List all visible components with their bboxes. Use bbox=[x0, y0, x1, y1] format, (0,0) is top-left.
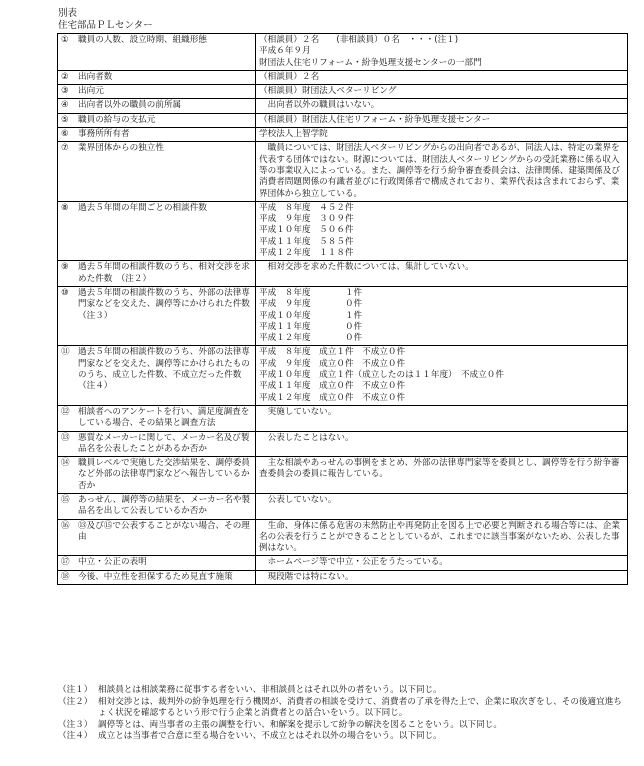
item-number: ④ bbox=[61, 100, 69, 111]
answer-paragraph: 職員については、財団法人ベターリビングからの出向者であるが、同法人は、特定の業界を代表する団体ではない。財源については、財団法人ベターリビングからの受託業務に係る収入等の事業収入によっている。また、調停等を行う紛争審査委員会は、法律関係、建築関係及び消費者問題関係の有識者並びに行政関係者で構成されており、業界代表は含まれておらず、業界団体から独立している。 bbox=[259, 143, 620, 199]
item-number: ⑮ bbox=[61, 494, 70, 505]
answer-line: 平成６年９月 bbox=[259, 46, 311, 57]
question-text: 今後、中立性を担保するため見直す施策 bbox=[78, 571, 233, 582]
answer-line: （相談員）財団法人住宅リフォーム・紛争処理支援センター bbox=[259, 114, 491, 125]
answer-line: 平成１１年度 ５８５件 bbox=[259, 236, 354, 247]
question-text: 職員の人数、設立時期、組織形態 bbox=[78, 35, 207, 45]
question-text: あっせん、調停等の結果を、メーカー名や製品名を出して公表しているか否か bbox=[78, 494, 251, 517]
table-row bbox=[58, 34, 628, 71]
question-cell bbox=[58, 113, 256, 127]
document-title: 住宅部品ＰＬセンター bbox=[58, 20, 153, 31]
footnote-label: （注４） bbox=[58, 731, 93, 742]
question-cell bbox=[58, 519, 256, 556]
footnote-text: 相談員とは相談業務に従事する者をいい、非相談員とはそれ以外の者をいう。以下同じ。 bbox=[98, 685, 442, 695]
table-row bbox=[58, 128, 628, 142]
question-text: 過去５年間の相談件数のうち、外部の法律専門家などを交えた、調停等にかけられたもののうち、成立した件数、不成立だった件数 （注４） bbox=[78, 347, 250, 392]
table-row bbox=[58, 519, 628, 556]
answer-line: 平成 ８年度 成立１件 不成立０件 bbox=[259, 347, 406, 358]
table-row bbox=[58, 570, 628, 584]
answer-cell bbox=[256, 85, 628, 99]
item-number: ① bbox=[61, 35, 69, 45]
answer-cell bbox=[256, 286, 628, 345]
center-info-table bbox=[57, 33, 628, 585]
table-row bbox=[58, 201, 628, 260]
table-row bbox=[58, 99, 628, 113]
answer-line: （相談員）財団法人ベターリビング bbox=[259, 86, 397, 97]
item-number: ⑥ bbox=[61, 129, 69, 140]
answer-paragraph: 主な相談やあっせんの事例をまとめ、外部の法律専門家等を委員とし、調停等を行う紛争審査委員会の委員に報告している。 bbox=[259, 458, 620, 480]
footnote bbox=[58, 720, 628, 732]
footnote bbox=[58, 731, 628, 743]
answer-line: 平成１１年度 成立０件 不成立０件 bbox=[259, 381, 406, 392]
answer-line: 平成 ９年度 ３０９件 bbox=[259, 214, 354, 225]
question-text: 過去５年間の相談件数のうち、外部の法律専門家などを交えた、調停等にかけられた件数 （注３） bbox=[78, 287, 259, 321]
answer-cell bbox=[256, 570, 628, 584]
question-text: 悪質なメーカーに関して、メーカー名及び製品名を公表したことがあるか否か bbox=[78, 432, 250, 454]
answer-line: 平成 ８年度 １件 bbox=[259, 287, 363, 298]
footnote-label: （注３） bbox=[58, 719, 93, 730]
answer-line: 平成 ９年度 成立０件 不成立０件 bbox=[259, 358, 406, 369]
answer-cell bbox=[256, 556, 628, 570]
answer-cell bbox=[256, 493, 628, 519]
answer-line: 公表したことはない。 bbox=[259, 432, 354, 443]
question-cell bbox=[58, 286, 259, 345]
table-row bbox=[58, 431, 628, 457]
answer-cell bbox=[256, 128, 628, 142]
footnote bbox=[58, 697, 628, 720]
question-cell bbox=[58, 34, 256, 71]
answer-line: 平成１２年度 １１８件 bbox=[259, 248, 354, 259]
item-number: ② bbox=[61, 71, 69, 82]
footnote-text: 相対交渉とは、裁判外の紛争処理を行う機関が、消費者の相談を受けて、消費者の了承を得た上で、企業に取次ぎをし、その後適宜進ちょく状況を確認するという形で行う企業と消費者との話合いをいう。以下同じ。 bbox=[98, 696, 622, 719]
table-row bbox=[58, 85, 628, 99]
item-number: ⑨ bbox=[61, 262, 69, 273]
question-cell bbox=[58, 556, 256, 570]
footnote bbox=[58, 685, 628, 697]
table-row bbox=[58, 457, 628, 494]
answer-cell bbox=[256, 457, 628, 494]
answer-line: 相対交渉を求めた件数については、集計していない。 bbox=[259, 262, 474, 273]
answer-cell bbox=[256, 70, 628, 84]
answer-line: 平成 ９年度 ０件 bbox=[259, 299, 363, 310]
question-text: 業界団体からの独立性 bbox=[78, 143, 164, 154]
table-row bbox=[58, 113, 628, 127]
footnote-label: （注１） bbox=[58, 685, 93, 695]
answer-line: 平成１２年度 成立０件 不成立０件 bbox=[259, 392, 406, 403]
answer-line: 平成１２年度 ０件 bbox=[259, 333, 363, 344]
answer-line: ホームページ等で中立・公正をうたっている。 bbox=[259, 557, 448, 568]
question-text: 職員レベルで実施した交渉結果を、調停委員など外部の法律専門家などへ報告しているか否か bbox=[78, 458, 250, 491]
question-cell bbox=[58, 261, 256, 287]
question-cell bbox=[58, 85, 256, 99]
table-row bbox=[58, 261, 628, 287]
table-row bbox=[58, 70, 628, 84]
question-text: 過去５年間の相談件数のうち、相対交渉を求めた件数 （注２） bbox=[78, 262, 250, 284]
answer-line: 平成１０年度 成立１件（成立したのは１１年度） 不成立０件 bbox=[259, 370, 504, 381]
answer-line: 平成１１年度 ０件 bbox=[259, 321, 363, 332]
item-number: ⑱ bbox=[61, 571, 70, 582]
appendix-label: 別表 bbox=[58, 8, 78, 19]
answer-line: 出向者以外の職員はいない。 bbox=[259, 100, 380, 111]
question-cell bbox=[58, 431, 256, 457]
table-row bbox=[58, 286, 628, 345]
answer-line: 公表していない。 bbox=[259, 494, 337, 505]
notes-section bbox=[58, 685, 628, 743]
item-number: ⑫ bbox=[61, 406, 70, 417]
answer-cell bbox=[256, 261, 628, 287]
table-row bbox=[58, 346, 628, 405]
item-number: ⑤ bbox=[61, 114, 69, 125]
item-number: ⑯ bbox=[61, 520, 70, 531]
item-number: ⑭ bbox=[61, 458, 70, 469]
answer-line: 平成１０年度 ５０６件 bbox=[259, 225, 354, 236]
question-cell bbox=[58, 201, 256, 260]
question-text: 出向元 bbox=[78, 86, 104, 97]
answer-cell bbox=[256, 519, 628, 556]
item-number: ⑩ bbox=[61, 287, 69, 298]
question-cell bbox=[58, 346, 256, 405]
answer-cell bbox=[256, 34, 628, 71]
question-cell bbox=[58, 493, 256, 519]
question-text: ⑬及び⑮で公表することがない場合、その理由 bbox=[78, 520, 250, 542]
question-cell bbox=[58, 99, 256, 113]
answer-line: 現段階では特にない。 bbox=[259, 571, 354, 582]
answer-line: 実施していない。 bbox=[259, 406, 337, 417]
item-number: ⑦ bbox=[61, 143, 69, 154]
answer-paragraph: 生命、身体に係る危害の未然防止や再発防止を図る上で必要と判断される場合等には、企業名の公表を行うことができることとしているが、これまでに該当事案がないため、公表した事例はない。 bbox=[259, 520, 620, 554]
question-text: 過去５年間の年間ごとの相談件数 bbox=[78, 202, 207, 213]
answer-cell bbox=[256, 431, 628, 457]
footnote-text: 調停等とは、両当事者の主張の調整を行い、和解案を提示して紛争の解決を図ることをいう。以下同じ。 bbox=[98, 719, 502, 730]
item-number: ③ bbox=[61, 86, 69, 97]
answer-cell bbox=[256, 99, 628, 113]
question-text: 事務所所有者 bbox=[78, 129, 130, 140]
item-number: ⑬ bbox=[61, 432, 70, 443]
question-text: 相談者へのアンケートを行い、満足度調査をしている場合、その結果と調査方法 bbox=[78, 406, 250, 429]
table-row bbox=[58, 493, 628, 519]
question-cell bbox=[58, 570, 256, 584]
question-cell bbox=[58, 70, 256, 84]
question-text: 職員の給与の支払元 bbox=[78, 114, 156, 125]
item-number: ⑧ bbox=[61, 202, 69, 213]
answer-cell bbox=[256, 113, 628, 127]
answer-line: （相談員）２名 bbox=[259, 71, 320, 82]
answer-line: （相談員）２名 (非相談員）０名 ・・・(注１) bbox=[259, 35, 459, 45]
answer-line: 学校法人上智学院 bbox=[259, 129, 328, 140]
question-cell bbox=[58, 457, 256, 494]
item-number: ⑰ bbox=[61, 557, 70, 568]
item-number: ⑪ bbox=[61, 347, 70, 358]
answer-cell bbox=[256, 405, 628, 431]
answer-line: 平成１０年度 １件 bbox=[259, 310, 363, 321]
table-row bbox=[58, 405, 628, 431]
answer-line: 財団法人住宅リフォーム・紛争処理支援センターの一部門 bbox=[259, 57, 482, 68]
question-text: 中立・公正の表明 bbox=[78, 557, 147, 568]
footnote-text: 成立とは当事者で合意に至る場合をいい、不成立とはそれ以外の場合をいう。以下同じ。 bbox=[98, 731, 442, 742]
table-row bbox=[58, 142, 628, 201]
answer-cell bbox=[256, 142, 628, 201]
question-text: 出向者以外の職員の前所属 bbox=[78, 100, 182, 111]
question-cell bbox=[58, 142, 256, 201]
footnote-label: （注２） bbox=[58, 696, 93, 707]
question-cell bbox=[58, 405, 256, 431]
answer-cell bbox=[256, 201, 628, 260]
table-row bbox=[58, 556, 628, 570]
answer-line: 平成 ８年度 ４５２件 bbox=[259, 202, 354, 213]
question-text: 出向者数 bbox=[78, 71, 113, 82]
question-cell bbox=[58, 128, 256, 142]
answer-cell bbox=[256, 346, 628, 405]
